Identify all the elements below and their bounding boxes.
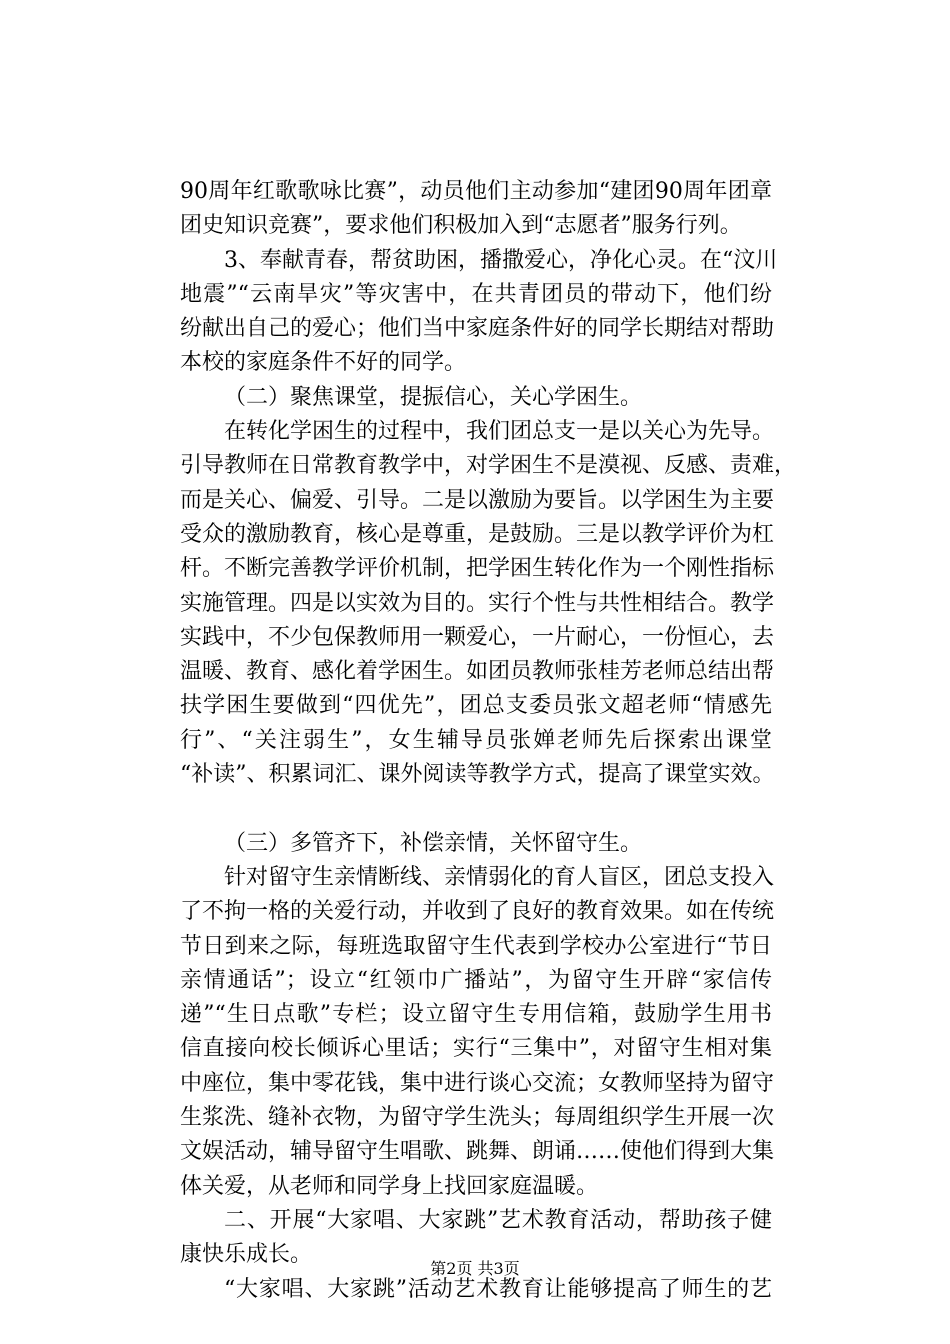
text-line: “大家唱、大家跳”活动艺术教育让能够提高了师生的艺 [224, 1276, 772, 1302]
page-number-label: 第2页 共3页 [430, 1259, 520, 1278]
page-footer [0, 1256, 950, 1279]
text-line: 纷献出自己的爱心；他们当中家庭条件好的同学长期结对帮助 [180, 316, 775, 342]
text-line: “补读”、积累词汇、课外阅读等教学方式，提高了课堂实效。 [180, 762, 775, 788]
text-line: 团史知识竞赛”，要求他们积极加入到“志愿者”服务行列。 [180, 213, 742, 239]
text-line: 针对留守生亲情断线、亲情弱化的育人盲区，团总支投入 [224, 864, 775, 890]
text-line: 而是关心、偏爱、引导。二是以激励为要旨。以学困生为主要 [180, 487, 775, 513]
text-line: 节日到来之际，每班选取留守生代表到学校办公室进行“节日 [180, 933, 772, 959]
document-body [180, 175, 797, 1307]
text-line: 实践中，不少包保教师用一颗爱心，一片耐心，一份恒心，去 [180, 624, 775, 650]
text-line: 亲情通话”；设立“红领巾广播站”，为留守生开辟“家信传 [180, 967, 772, 993]
section-heading: （二）聚焦课堂，提振信心，关心学困生。 [224, 384, 643, 410]
text-line: 温暖、教育、感化着学困生。如团员教师张桂芳老师总结出帮 [180, 659, 775, 685]
text-line: 了不拘一格的关爱行动，并收到了良好的教育效果。如在传统 [180, 899, 775, 925]
text-line: 扶学困生要做到“四优先”，团总支委员张文超老师“情感先 [180, 693, 772, 719]
paragraph-gap [180, 792, 772, 826]
section-heading: （三）多管齐下，补偿亲情，关怀留守生。 [224, 830, 643, 856]
text-line: 在转化学困生的过程中，我们团总支一是以关心为先导。 [224, 419, 775, 445]
text-line: 文娱活动，辅导留守生唱歌、跳舞、朗诵……使他们得到大集 [180, 1139, 775, 1165]
text-line: 引导教师在日常教育教学中，对学困生不是漠视、反感、责难， [180, 453, 797, 479]
text-line: 杆。不断完善教学评价机制，把学困生转化作为一个刚性指标 [180, 556, 775, 582]
text-line: 实施管理。四是以实效为目的。实行个性与共性相结合。教学 [180, 590, 775, 616]
text-line: 中座位，集中零花钱，集中进行谈心交流；女教师坚持为留守 [180, 1070, 775, 1096]
section-heading: 二、开展“大家唱、大家跳”艺术教育活动，帮助孩子健 [224, 1207, 772, 1233]
text-line: 90周年红歌歌咏比赛”，动员他们主动参加“建团90周年团章 [180, 179, 772, 204]
text-line: 本校的家庭条件不好的同学。 [180, 350, 467, 376]
text-line: 受众的激励教育，核心是尊重，是鼓励。三是以教学评价为杠 [180, 521, 775, 547]
text-line: 信直接向校长倾诉心里话；实行“三集中”，对留守生相对集 [180, 1036, 772, 1062]
text-line: 递”“生日点歌”专栏；设立留守生专用信箱，鼓励学生用书 [180, 1002, 772, 1028]
text-line: 生浆洗、缝补衣物，为留守学生洗头；每周组织学生开展一次 [180, 1105, 775, 1131]
text-line: 体关爱，从老师和同学身上找回家庭温暖。 [180, 1173, 599, 1199]
text-line: 3、奉献青春，帮贫助困，播撒爱心，净化心灵。在“汶川 [224, 247, 778, 273]
text-line: 地震”“云南旱灾”等灾害中，在共青团员的带动下，他们纷 [180, 281, 772, 307]
text-line: 康快乐成长。 [180, 1242, 313, 1268]
text-line: 行”、“关注弱生”，女生辅导员张婵老师先后探索出课堂 [180, 727, 772, 753]
